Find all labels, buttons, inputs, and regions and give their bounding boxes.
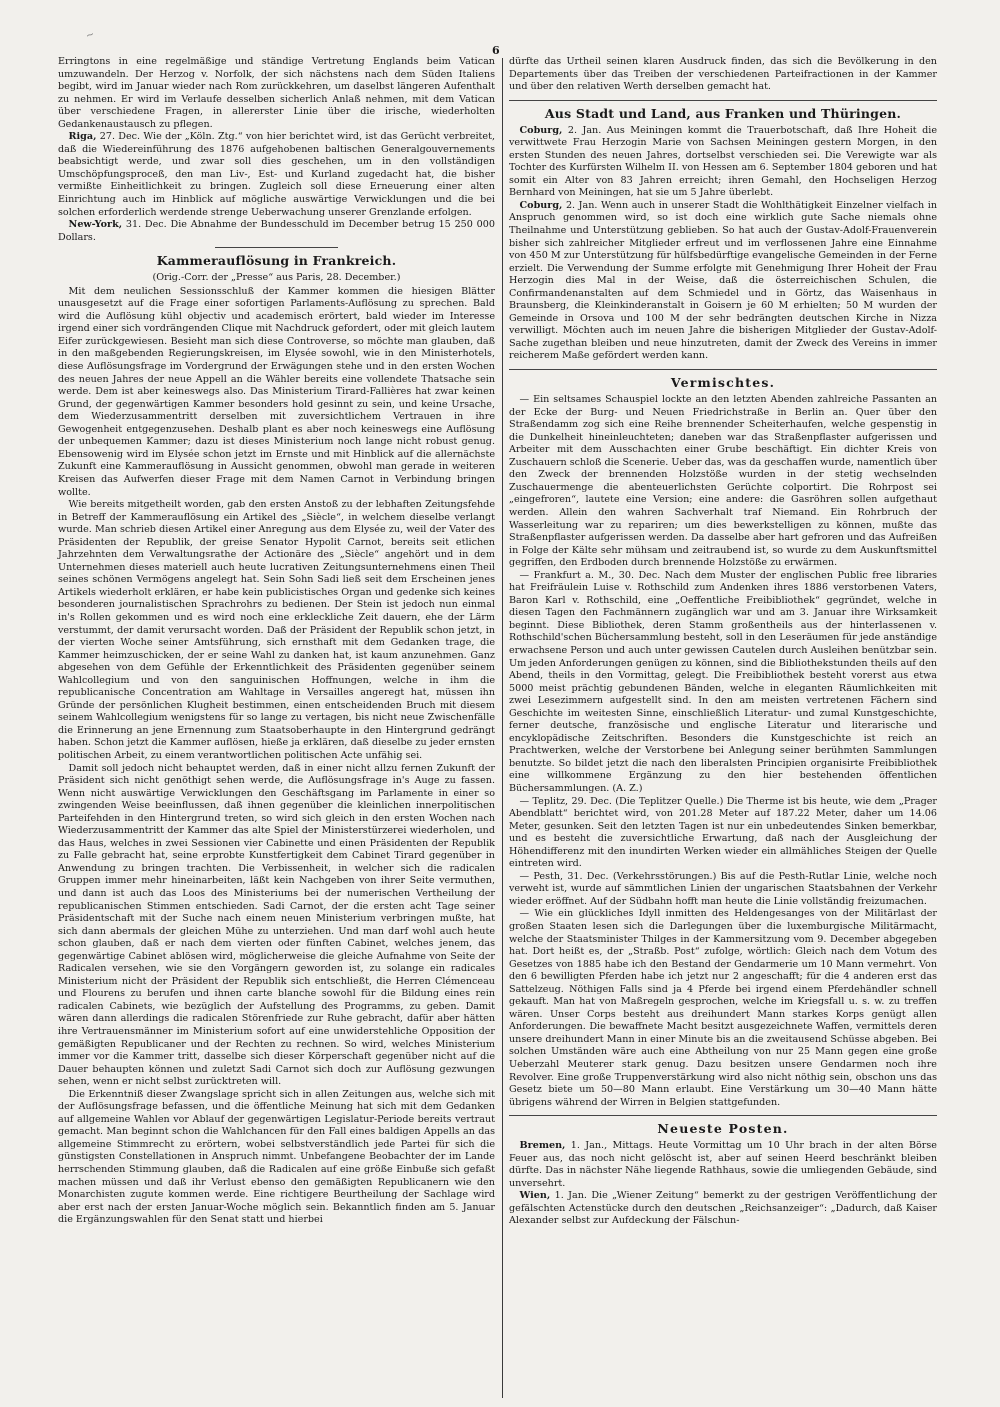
right-column: [509, 56, 937, 1228]
divider: [215, 247, 337, 248]
section-heading: Aus Stadt und Land, aus Franken und Thüringen.: [544, 105, 902, 121]
correspondent-line: (Orig.-Corr. der „Presse“ aus Paris, 28. December.): [152, 272, 401, 284]
section-heading: Vermischtes.: [670, 375, 776, 391]
paragraph: Damit soll jedoch nicht behauptet werden, daß in einer nicht allzu fernen Zukunft der Präsident sich nicht genöthigt sehen werde, die Auflösungsfrage in's Auge zu fassen. Wenn nicht auswärtige Verwicklungen den Geschäftsgang im Parlamente in einer so zwingenden Weise beeinflussen, daß ihnen gegenüber die kleinlichen innerpolitischen Parteifehden in den Hintergrund treten, so wird sich gleich in den ersten Wochen nach Wiederzusammentritt der Kammer das alte Spiel der Ministerstürzerei wiederholen, und das Haus, welches in zwei Sessionen vier Cabinette und einen Präsidenten der Republik zu Falle gebracht hat, seine erprobte Kunstfertigkeit dem Cabinet Tirard gegenüber in Anwendung zu bringen trachten. Die Verbissenheit, in welcher sich die radicalen Gruppen immer mehr hineinarbeiten, läßt kein Nachgeben von ihrer Seite vermuthen, und dann ist auch das Loos des Ministeriums bei der numerischen Vertheilung der republicanischen Stimmen entschieden. Sadi Carnot, der die ersten acht Tage seiner Präsidentschaft mit der Suche nach einem neuen Ministerium verbringen mußte, hat sich dann abermals der gleichen Mühe zu unterziehen. Und man darf wohl auch heute schon glauben, daß er nach dem vierten oder fünften Cabinet, welches jenem, das gegenwärtige Cabinet ablösen wird, möglicherweise die gleiche Aufnahme von Seite der Radicalen versehen, wie sie den Vorgängern geworden ist, zu solange ein radicales Ministerium nicht der Präsident der Republik sich entschließt, die Herren Clémenceau und Flourens zu berufen und ihnen carte blanche sowohl für die Bildung eines rein radicalen Cabinets, wie bezüglich der Aufstellung des Programms, zu geben. Damit wären dann allerdings die radicalen Störenfriede zur Ruhe gebracht, dafür aber hätten ihre Vertrauensmänner im Ministerium sofort auf eine unwiderstehliche Opposition der gemäßigten Republicaner und der Rechten zu rechnen. So wird, welches Ministerium immer vor die Kammer tritt, dasselbe sich dieser Körperschaft gegenüber nicht auf die Dauer behaupten können und zuletzt Sadi Carnot sich doch zur Auflösung gezwungen sehen, wenn er nicht selbst zurücktreten will.: [58, 762, 495, 1088]
article-continuation: dürfte das Urtheil seinen klaren Ausdruck finden, das sich die Bevölkerung in den Departements über das Treiben der verschiedenen Parteifractionen in der Kammer und über den relativen Werth derselben gemacht hat.: [509, 56, 937, 93]
paragraph: Wie bereits mitgetheilt worden, gab den ersten Anstoß zu der lebhaften Zeitungsfehde in Betreff der Kammerauflösung ein Artikel des „Siècle“, in welchem dieselbe verlangt wurde. Man schrieb diesen Artikel einer Anregung aus dem Elysée zu, weil der Vater des Präsidenten der Republik, der greise Senator Hypolit Carnot, bereits seit etlichen Jahrzehnten dem Verwaltungsrathe der Actionäre des „Siècle“ angehört und in dem Unternehmen dieses materiell auch heute lucrativen Zeitungsunternehmens einen Theil seines schönen Vermögens angelegt hat. Sein Sohn Sadi ließ seit dem Erscheinen jenes Artikels wiederholt erklären, er habe kein publicistisches Organ und gedenke sich keines besonderen journalistischen Sprachrohrs zu bedienen. Der Stein ist jedoch nun einmal in's Rollen gekommen und es wird noch eine erkleckliche Zeit dauern, ehe der Lärm verstummt, der damit verursacht worden. Daß der Präsident der Republik schon jetzt, in der vierten Woche seiner Amtsführung, sich ernsthaft mit dem Gedanken trage, die Kammer heimzuschicken, der er seine Wahl zu danken hat, ist kaum anzunehmen. Ganz abgesehen von dem Gefühle der Erkenntlichkeit des Präsidenten gegenüber seinem Wahlcollegium und von den sanguinischen Hoffnungen, welche in ihm die republicanische Concentration am Wahltage in Versailles angeregt hat, müssen ihn Gründe der persönlichen Klugheit bestimmen, einen entscheidenden Bruch mit diesem seinem Wahlcollegium wenigstens für so lange zu vertagen, bis nicht neue Zwischenfälle die Erinnerung an jene Ernennung zum Staatsoberhaupte in den Hintergrund gedrängt haben. Schon jetzt die Kammer auflösen, hieße ja erklären, daß dieselbe zu jeder ernsten politischen Arbeit, zu einem verantwortlichen politischen Acte unfähig sei.: [58, 499, 495, 761]
misc-item: — Ein seltsames Schauspiel lockte an den letzten Abenden zahlreiche Passanten an der Ecke der Burg- und Neuen Friedrichstraße in Berlin an. Quer über den Straßendamm zog sich eine Reihe brennender Scheiterhaufen, welche gespenstig in die Dunkelheit hineinleuchteten; daneben war das Straßenpflaster aufgerissen und Arbeiter mit dem Ausschachten einer Grube beschäftigt. Ein dichter Kreis von Zuschauern schloß die Scenerie. Ueber das, was da geschaffen wurde, namentlich über den Zweck der brennenden Holzstöße wurden in der stetig wechselnden Zuschauermenge die abenteuerlichsten Gerüchte colportirt. Die Rohrpost sei „eingefroren“, lautete eine Version; eine andere: die Gasröhren sollen aufgethaut werden. Allein den wahren Sachverhalt traf Niemand. Ein Rohrbruch der Wasserleitung war zu repariren; um dies bewerkstelligen zu können, mußte das Straßenpflaster aufgerissen werden. Da dasselbe aber hart gefroren und das Aufreißen in Folge der Kälte sehr mühsam und zeitraubend ist, so wurde zu dem Auskunftsmittel gegriffen, den Erdboden durch brennende Holzstöße zu erwärmen.: [509, 394, 937, 569]
riga-report: Riga, 27. Dec. Wie der „Köln. Ztg.“ von hier berichtet wird, ist das Gerücht verbreitet, daß die Wiedereinführung des 1876 aufgehobenen baltischen Generalgouvernements beabsichtigt werde, und zwar soll dies geschehen, um in den vollständigen Umschöpfungsproceß, den man Liv-, Est- und Kurland zugedacht hat, die bisher vermißte Einheitlichkeit zu bringen. Zugleich soll diese Erneuerung einer alten Einrichtung auch im Hinblick auf mögliche auswärtige Verwicklungen und die bei solchen erforderlich werdende strenge Ueberwachung unserer Grenzlande erfolgen.: [58, 131, 495, 218]
misc-item: — Pesth, 31. Dec. (Verkehrsstörungen.) Bis auf die Pesth-Rutlar Linie, welche noch verweht ist, wurde auf sämmtlichen Linien der ungarischen Staatsbahnen der Verkehr wieder eröffnet. Auf der Südbahn hofft man heute die Linie vollständig freizumachen.: [509, 870, 937, 907]
dateline: Riga,: [68, 131, 97, 143]
section-heading: Kammerauflösung in Frankreich.: [156, 253, 397, 269]
misc-item: — Teplitz, 29. Dec. (Die Teplitzer Quelle.) Die Therme ist bis heute, wie dem „Prager Abendblatt“ berichtet wird, von 201.28 Meter auf 187.22 Meter, daher um 14.06 Meter, gesunken. Seit den letzten Tagen ist nur ein unbedeutendes Sinken bemerkbar, und es besteht die zuversichtliche Erwartung, daß nach der Ausgleichung der Höhendifferenz mit den inundirten Werken wieder ein allmähliches Steigen der Quelle eintreten wird.: [509, 795, 937, 870]
dateline: Coburg,: [519, 124, 563, 136]
dateline: Wien,: [519, 1190, 551, 1202]
paragraph: Die Erkenntniß dieser Zwangslage spricht sich in allen Zeitungen aus, welche sich mit der Auflösungsfrage befassen, und die öffentliche Meinung hat sich mit dem Gedanken auf allgemeine Wahlen vor Ablauf der gegenwärtigen Legislatur-Periode bereits vertraut gemacht. Man beginnt schon die Wahlchancen für den Fall eines baldigen Appells an das allgemeine Stimmrecht zu erörtern, wobei selbstverständlich jede Partei für sich die günstigsten Constellationen in Anspruch nimmt. Unbefangene Beobachter der im Lande herrschenden Stimmung glauben, daß die Radicalen auf eine größe Einbuße sich gefaßt machen müssen und daß ihr Verlust ebenso den gemäßigten Republicanern wie den Monarchisten zugute kommen werde. Eine richtigere Beurtheilung der Sachlage wird aber erst nach der ersten Januar-Woche möglich sein. Bekanntlich finden am 5. Januar die Ergänzungswahlen für den Senat statt und hierbei: [58, 1088, 495, 1226]
column-rule: [502, 58, 503, 1398]
dateline: New-York,: [68, 219, 123, 231]
misc-item: — Wie ein glückliches Idyll inmitten des Heldengesanges von der Militärlast der großen Staaten lesen sich die Darlegungen über die luxemburgische Militärmacht, welche der Staatsminister Thilges in der Kammersitzung vom 9. December abgegeben hat. Dort heißt es, der „Straßb. Post“ zufolge, wörtlich: Gleich nach dem Votum des Gesetzes von 1885 habe ich den Bestand der Gendarmerie um 10 Mann vermehrt. Von den 6 bewilligten Pferden habe ich jetzt nur 2 angeschafft; für die 4 anderen erst das Sattelzeug. Nöthigen Falls sind ja 4 Pferde bei irgend einem Pferdehändler schnell gekauft. Man hat von Maßregeln gesprochen, welche im Kriegsfall u. s. w. zu treffen wären. Unser Corps besteht aus dreihundert Mann starkes Korps genügt allen Anforderungen. Die bewaffnete Macht besitzt ausgezeichnete Waffen, vermittels deren unsere dreihundert Mann in einer Minute bis an die zweitausend Schüsse abgeben. Bei solchen Umständen wäre auch eine Abtheilung von nur 25 Mann gegen eine große Ueberzahl Meuterer stark genug. Dazu besitzen unsere Gendarmen noch ihre Revolver. Eine große Truppenverstärkung wird also nicht nöthig sein, obschon uns das Gesetz biete um 50—80 Mann erlaubt. Eine Verstärkung um 30—40 Mann hätte übrigens während der Wirren in Belgien stattgefunden.: [509, 908, 937, 1108]
divider: [509, 1115, 937, 1116]
newyork-report: New-York, 31. Dec. Die Abnahme der Bundesschuld im December betrug 15 250 000 Dollars.: [58, 219, 495, 243]
left-column: [58, 56, 495, 1227]
section-heading: Neueste Posten.: [657, 1121, 789, 1137]
divider: [509, 369, 937, 370]
article-continuation: Erringtons in eine regelmäßige und ständige Vertretung Englands beim Vatican umzuwandeln. Der Herzog v. Norfolk, der sich nächstens nach dem Süden Italiens begibt, wird im Januar wieder nach Rom zurückkehren, um daselbst längeren Aufenthalt zu nehmen. Er wird im Verlaufe desselben sicherlich Anlaß nehmen, mit dem Vatican über verschiedene Fragen, in allererster Linie über die irische, wiederholten Gedankenaustausch zu pflegen.: [58, 56, 495, 130]
dateline: Coburg,: [519, 199, 563, 211]
dateline: Bremen,: [519, 1140, 566, 1152]
misc-item: — Frankfurt a. M., 30. Dec. Nach dem Muster der englischen Public free libraries hat Freifräulein Luise v. Rothschild zum Andenken ihres 1886 verstorbenen Vaters, Baron Karl v. Rothschild, eine „Oeffentliche Freibibliothek“ gegründet, welche in diesen Tagen den Fachmännern zugänglich war und am 3. Januar ihre Wirksamkeit beginnt. Diese Bibliothek, deren Stamm großentheils aus der hinterlassenen v. Rothschild'schen Büchersammlung besteht, soll in den Leseräumen für jede anständige erwachsene Person und auch unter gewissen Cautelen durch Ausleihen benützbar sein. Um jeden Anforderungen genügen zu können, sind die Bibliothekstunden theils auf den Abend, theils in den Vormittag, gelegt. Die Freibibliothek besteht vorerst aus etwa 5000 meist prächtig gebundenen Bänden, welche in eleganten Räumlichkeiten mit zwei Lesezimmern aufgestellt sind. In den am meisten vertretenen Fächern sind Geschichte im weitesten Sinne, einschließlich Literatur- und zumal Kunstgeschichte, ferner deutsche, französische und englische Literatur und literarische und encyklopädische Zeitschriften. Besonders die Kunstgeschichte ist reich an Prachtwerken, welche der Verstorbene bei Anlegung seiner berühmten Sammlungen benutzte. So bildet jetzt die nach den liberalsten Principien organisirte Freibibliothek eine willkommene Ergänzung zu den hier bestehenden öffentlichen Büchersammlungen. (A. Z.): [509, 569, 937, 794]
coburg-report: Coburg, 2. Jan. Wenn auch in unserer Stadt die Wohlthätigkeit Einzelner vielfach in Anspruch genommen wird, so ist doch eine wirklich gute Sache niemals ohne Theilnahme und Unterstützung geblieben. So hat auch der Gustav-Adolf-Frauenverein bisher sich zahlreicher Mitglieder erfreut und im verflossenen Jahre eine Einnahme von 450 M zur Unterstützung für hülfsbedürftige evangelische Gemeinden in der Ferne erzielt. Die Verwendung der Summe erfolgte mit Genehmigung Ihrer Hoheit der Frau Herzogin dies Mal in der Weise, daß die österreichischen Schulen, die Confirmandenanstalten auf dem Schmiedel und in Görtz, das Waisenhaus in Braunsberg, die Kleinkinderanstalt in Goisern je 60 M erhielten; 50 M wurden der Gemeinde in Orsova und 100 M der sehr bedrängten deutschen Kirche in Nizza verwilligt. Möchten auch im neuen Jahre die bisherigen Mitglieder der Gustav-Adolf-Sache zugethan bleiben und neue hinzutreten, damit der Zweck des Vereins in immer reicherem Maße gefördert werden kann.: [509, 199, 938, 362]
paragraph: Mit dem neulichen Sessionsschluß der Kammer kommen die hiesigen Blätter unausgesetzt auf die Frage einer sofortigen Parlaments-Auflösung zu sprechen. Bald wird die Auflösung kühl objectiv und academisch erörtert, bald wieder im Interesse irgend einer sich vordrängenden Clique mit Nachdruck gefordert, oder mit gleich lautem Eifer zurückgewiesen. Besieht man sich diese Controverse, so möchte man glauben, daß in den maßgebenden Regierungskreisen, im Elysée sowohl, wie in den Ministerhotels, diese Auflösungsfrage im Vordergrund der Erwägungen stehe und in den ersten Wochen des neuen Jahres der neue Appell an die Wähler bereits eine vollendete Thatsache sein werde. Dem ist aber keineswegs also. Das Ministerium Tirard-Fallières hat zwar keinen Grund, der gegenwärtigen Kammer besonders hold gesinnt zu sein, und keine Ursache, dem Wiederzusammentritt derselben mit zuversichtlichem Vertrauen in ihre Gewogenheit entgegenzusehen. Deshalb plant es aber noch keineswegs eine Auflösung der unbequemen Kammer; dazu ist dieses Ministerium noch lange nicht robust genug. Ebensowenig wird im Elysée schon jetzt im Ernste und mit Hinblick auf die allernächste Zukunft eine Kammerauflösung in Aussicht genommen, obwohl man gerade in weiteren Kreisen das Aufwerfen dieser Frage mit dem Namen Carnot in Verbindung bringen wollte.: [58, 285, 495, 498]
margin-scribble: ~: [84, 28, 97, 43]
divider: [509, 100, 937, 101]
wien-report: Wien, 1. Jan. Die „Wiener Zeitung“ bemerkt zu der gestrigen Veröffentlichung der gefälschten Actenstücke durch den deutschen „Reichsanzeiger“: „Dadurch, daß Kaiser Alexander selbst zur Aufdeckung der Fälschun-: [509, 1190, 937, 1227]
page-number: 6: [492, 44, 500, 57]
bremen-report: Bremen, 1. Jan., Mittags. Heute Vormittag um 10 Uhr brach in der alten Börse Feuer aus, das noch nicht gelöscht ist, aber auf seinen Heerd beschränkt bleiben dürfte. Das in nächster Nähe liegende Rathhaus, sowie die umliegenden Gebäude, sind unversehrt.: [509, 1140, 937, 1189]
coburg-report: Coburg, 2. Jan. Aus Meiningen kommt die Trauerbotschaft, daß Ihre Hoheit die verwittwete Frau Herzogin Marie von Sachsen Meiningen gestern Morgen, in den ersten Stunden des neuen Jahres, dortselbst verschieden sei. Die Verewigte war als Tochter des Kurfürsten Wilhelm II. von Hessen am 6. September 1804 geboren und hat somit ein Alter von 83 Jahren erreicht; ihren Gemahl, den Hochseligen Herzog Bernhard von Meiningen, hat sie um 5 Jahre überlebt.: [509, 124, 937, 199]
